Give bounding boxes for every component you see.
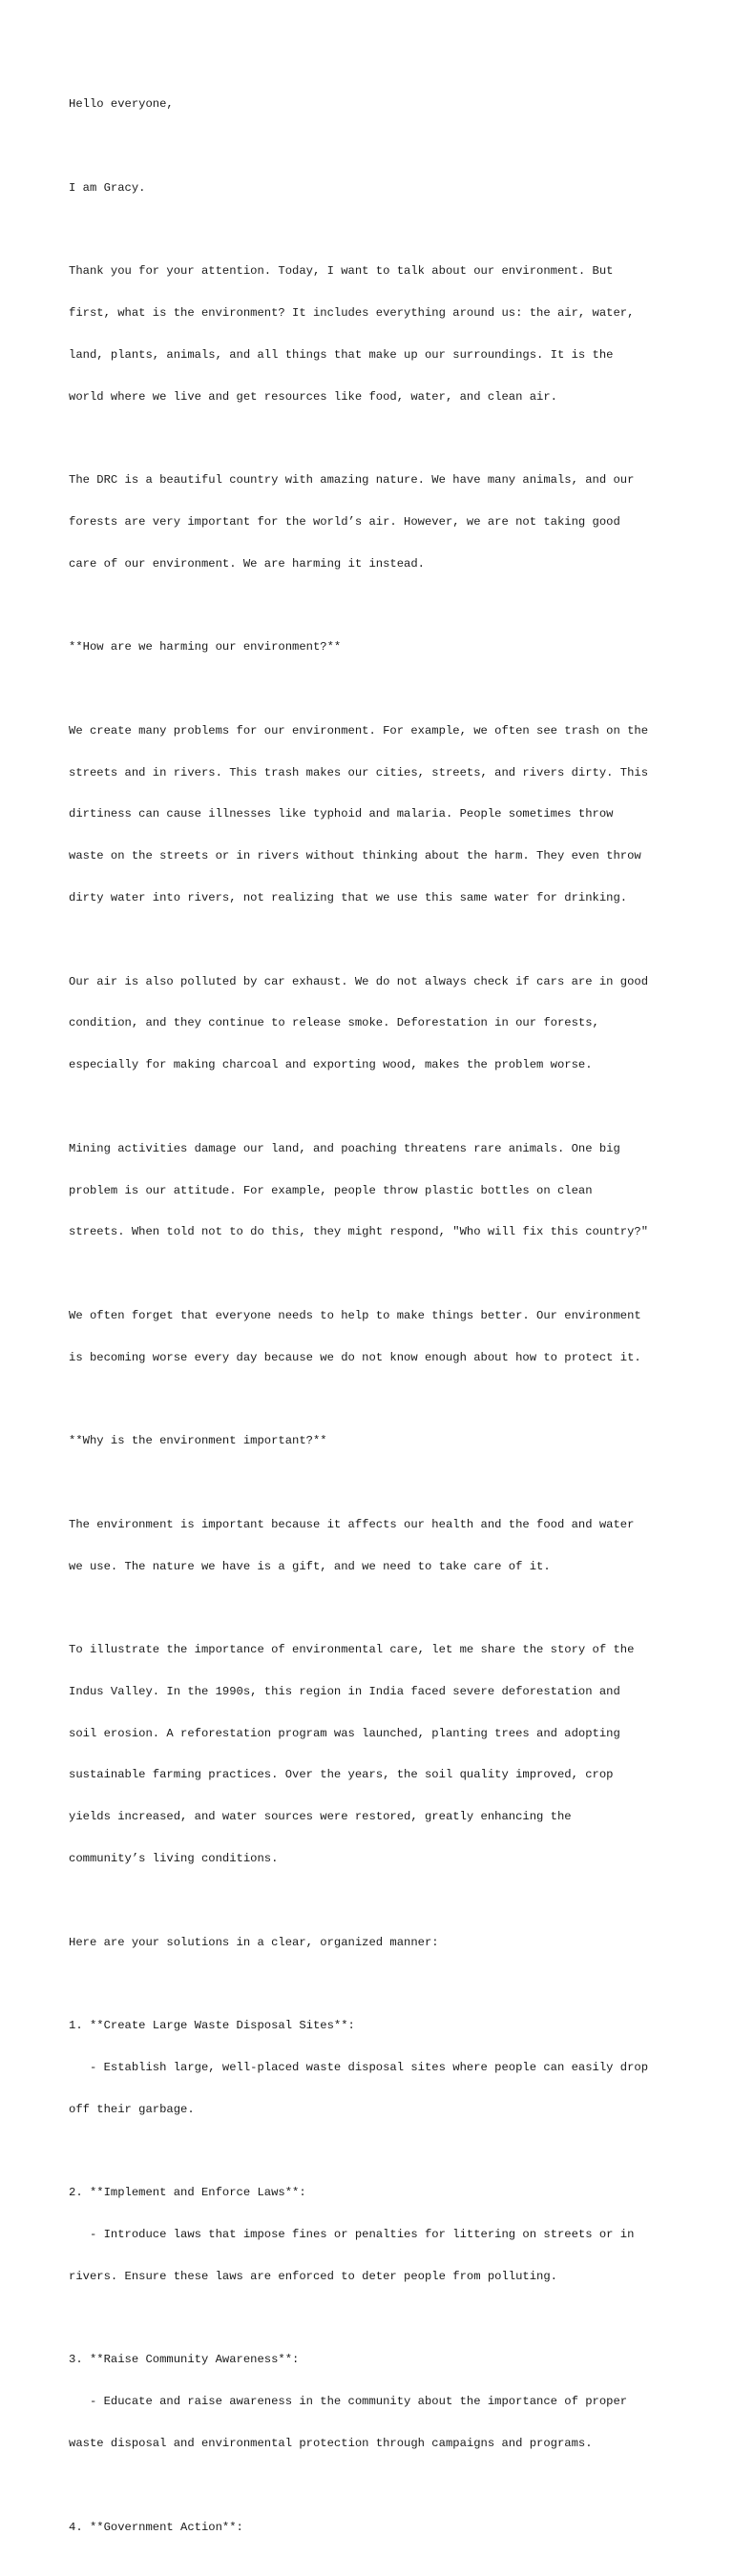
text-line: yields increased, and water sources were restored, greatly enhancing the — [69, 1810, 572, 1824]
text-line: Our air is also polluted by car exhaust. We do not always check if cars are in good — [69, 974, 649, 988]
drc-nature-paragraph — [69, 446, 680, 599]
text-line: We often forget that everyone needs to help to make things better. Our environment — [69, 1308, 641, 1322]
text-line: dirty water into rivers, not realizing that we use this same water for drinking. — [69, 891, 628, 905]
text-line: **How are we harming our environment?** — [69, 640, 342, 654]
solution-item-1 — [69, 1991, 680, 2145]
text-line: - Introduce laws that impose fines or penalties for littering on streets or in — [69, 2228, 635, 2242]
text-line: rivers. Ensure these laws are enforced to deter people from polluting. — [69, 2269, 557, 2283]
solution-item-4 — [69, 2492, 680, 2562]
section-heading-importance — [69, 1406, 680, 1476]
text-line: is becoming worse every day because we do not know enough about how to protect it. — [69, 1350, 641, 1364]
text-line: problem is our attitude. For example, people throw plastic bottles on clean — [69, 1183, 593, 1197]
text-line: streets and in rivers. This trash makes our cities, streets, and rivers dirty. This — [69, 765, 649, 779]
text-line: we use. The nature we have is a gift, and we need to take care of it. — [69, 1559, 551, 1573]
text-line: waste disposal and environmental protection through campaigns and programs. — [69, 2436, 593, 2450]
air-pollution-paragraph — [69, 946, 680, 1100]
text-line: waste on the streets or in rivers without thinking about the harm. They even throw — [69, 849, 641, 863]
text-line: condition, and they continue to release smoke. Deforestation in our forests, — [69, 1016, 599, 1030]
text-line: The environment is important because it affects our health and the food and water — [69, 1517, 635, 1531]
text-line: I am Gracy. — [69, 180, 146, 195]
mining-attitude-paragraph — [69, 1114, 680, 1268]
text-line: forests are very important for the world’s air. However, we are not taking good — [69, 515, 620, 529]
help-paragraph — [69, 1281, 680, 1393]
text-line: Indus Valley. In the 1990s, this region in India faced severe deforestation and — [69, 1684, 620, 1698]
greeting-paragraph — [69, 70, 680, 139]
section-heading-harming — [69, 613, 680, 682]
introduction-paragraph — [69, 154, 680, 223]
text-line: soil erosion. A reforestation program was launched, planting trees and adopting — [69, 1726, 620, 1740]
text-line: Thank you for your attention. Today, I want to talk about our environment. But — [69, 264, 614, 279]
environment-definition-paragraph — [69, 237, 680, 431]
text-line: To illustrate the importance of environmental care, let me share the story of the — [69, 1643, 635, 1657]
text-line: The DRC is a beautiful country with amazing nature. We have many animals, and our — [69, 473, 635, 488]
text-line: Hello everyone, — [69, 97, 174, 112]
text-line: community’s living conditions. — [69, 1852, 279, 1865]
text-line: sustainable farming practices. Over the years, the soil quality improved, crop — [69, 1768, 614, 1782]
text-line: streets. When told not to do this, they might respond, "Who will fix this country?" — [69, 1225, 649, 1239]
text-line: Mining activities damage our land, and poaching threatens rare animals. One big — [69, 1141, 620, 1155]
text-line: dirtiness can cause illnesses like typhoid and malaria. People sometimes throw — [69, 807, 614, 821]
solutions-intro-paragraph — [69, 1907, 680, 1977]
text-line: We create many problems for our environment. For example, we often see trash on the — [69, 723, 649, 737]
text-line: land, plants, animals, and all things that make up our surroundings. It is the — [69, 347, 614, 362]
indus-valley-paragraph — [69, 1615, 680, 1894]
importance-paragraph — [69, 1490, 680, 1602]
solution-item-2 — [69, 2158, 680, 2312]
text-line: 1. **Create Large Waste Disposal Sites**: — [69, 2019, 355, 2033]
text-line: care of our environment. We are harming it instead. — [69, 556, 425, 571]
text-line: world where we live and get resources like food, water, and clean air. — [69, 389, 557, 404]
text-line: off their garbage. — [69, 2102, 195, 2116]
solution-item-3 — [69, 2325, 680, 2479]
text-line: especially for making charcoal and exporting wood, makes the problem worse. — [69, 1058, 593, 1072]
text-line: 3. **Raise Community Awareness**: — [69, 2353, 300, 2367]
text-line: - Establish large, well-placed waste disposal sites where people can easily drop — [69, 2060, 649, 2074]
text-line: 4. **Government Action**: — [69, 2520, 243, 2534]
text-line: **Why is the environment important?** — [69, 1434, 327, 1448]
text-line: first, what is the environment? It includes everything around us: the air, water, — [69, 306, 635, 321]
trash-problems-paragraph — [69, 696, 680, 933]
document-page — [69, 70, 680, 2576]
text-line: - Educate and raise awareness in the community about the importance of proper — [69, 2395, 628, 2409]
text-line: 2. **Implement and Enforce Laws**: — [69, 2186, 306, 2200]
text-line: Here are your solutions in a clear, organized manner: — [69, 1935, 439, 1949]
